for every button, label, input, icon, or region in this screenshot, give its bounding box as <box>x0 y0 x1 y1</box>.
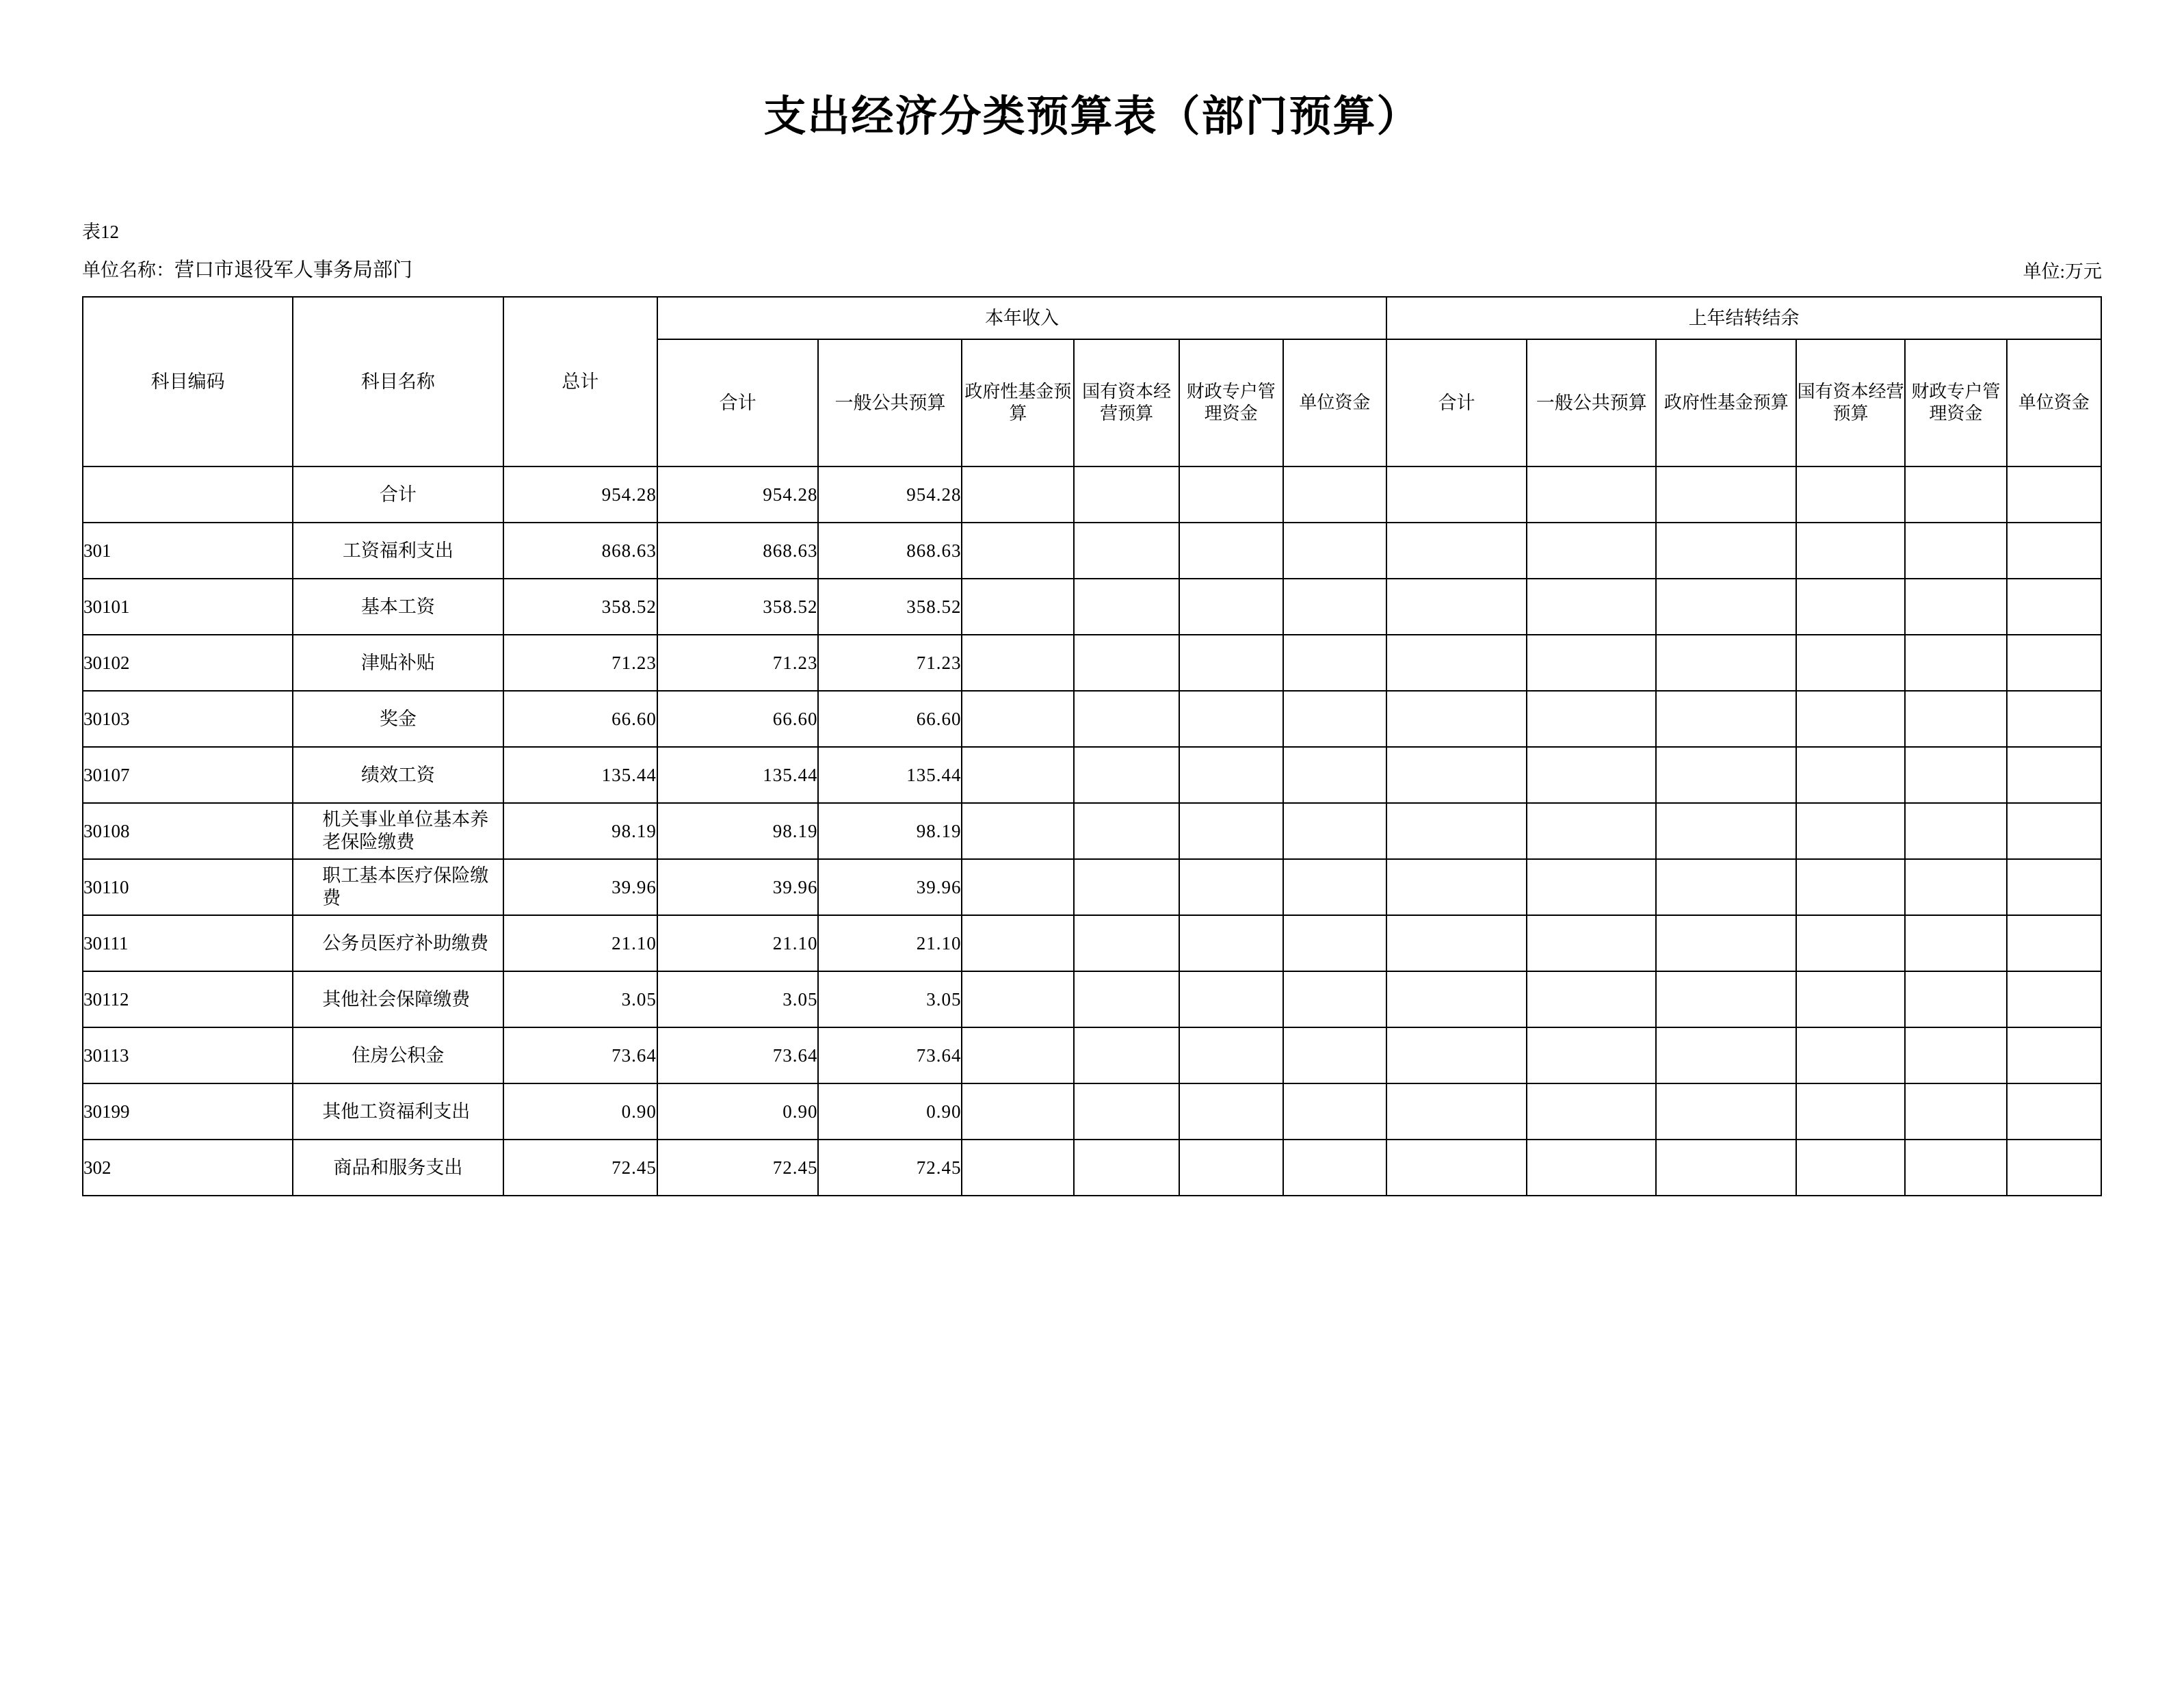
cell-name: 职工基本医疗保险缴费 <box>293 859 503 915</box>
cell-income-unit-fund <box>1283 1083 1387 1140</box>
cell-carry-unit-fund <box>2007 747 2101 803</box>
cell-income-gov-fund <box>962 466 1074 523</box>
cell-carry-unit-fund <box>2007 466 2101 523</box>
cell-carry-soe-capital <box>1796 859 1905 915</box>
group-header-current-year-income: 本年收入 <box>657 297 1386 339</box>
cell-carry-sum <box>1386 747 1527 803</box>
cell-total: 98.19 <box>503 803 657 859</box>
cell-income-gov-fund <box>962 523 1074 579</box>
cell-name: 津贴补贴 <box>293 635 503 691</box>
cell-name: 工资福利支出 <box>293 523 503 579</box>
column-header-carry-gov-fund: 政府性基金预算 <box>1656 339 1796 466</box>
cell-income-general: 868.63 <box>818 523 962 579</box>
cell-carry-unit-fund <box>2007 1027 2101 1083</box>
cell-carry-general <box>1527 1083 1656 1140</box>
cell-income-gov-fund <box>962 635 1074 691</box>
cell-carry-gov-fund <box>1656 971 1796 1027</box>
cell-income-gov-fund <box>962 579 1074 635</box>
cell-carry-general <box>1527 803 1656 859</box>
cell-income-general: 71.23 <box>818 635 962 691</box>
cell-code: 30102 <box>83 635 293 691</box>
cell-code: 30110 <box>83 859 293 915</box>
cell-carry-sum <box>1386 971 1527 1027</box>
cell-carry-special-account <box>1905 915 2007 971</box>
cell-income-soe-capital <box>1074 915 1179 971</box>
cell-income-special-account <box>1179 523 1283 579</box>
cell-carry-unit-fund <box>2007 915 2101 971</box>
cell-income-sum: 73.64 <box>657 1027 819 1083</box>
cell-code: 30101 <box>83 579 293 635</box>
column-header-name: 科目名称 <box>293 297 503 466</box>
cell-income-general: 3.05 <box>818 971 962 1027</box>
cell-name: 基本工资 <box>293 579 503 635</box>
cell-code: 30111 <box>83 915 293 971</box>
cell-income-special-account <box>1179 579 1283 635</box>
cell-name: 其他工资福利支出 <box>293 1083 503 1140</box>
cell-income-sum: 868.63 <box>657 523 819 579</box>
cell-name: 奖金 <box>293 691 503 747</box>
budget-table <box>82 296 2102 1196</box>
table-row <box>83 579 2101 635</box>
cell-income-sum: 954.28 <box>657 466 819 523</box>
cell-carry-special-account <box>1905 971 2007 1027</box>
column-header-carry-general: 一般公共预算 <box>1527 339 1656 466</box>
table-row <box>83 747 2101 803</box>
page-title: 支出经济分类预算表（部门预算） <box>763 94 1421 140</box>
column-header-carry-unit-fund: 单位资金 <box>2007 339 2101 466</box>
cell-income-general: 72.45 <box>818 1140 962 1196</box>
cell-carry-special-account <box>1905 579 2007 635</box>
column-header-income-special-account: 财政专户管理资金 <box>1179 339 1283 466</box>
cell-income-general: 21.10 <box>818 915 962 971</box>
cell-income-gov-fund <box>962 747 1074 803</box>
cell-carry-special-account <box>1905 466 2007 523</box>
cell-income-general: 98.19 <box>818 803 962 859</box>
table-row <box>83 691 2101 747</box>
cell-name: 商品和服务支出 <box>293 1140 503 1196</box>
cell-total: 3.05 <box>503 971 657 1027</box>
cell-name: 公务员医疗补助缴费 <box>293 915 503 971</box>
table-row <box>83 466 2101 523</box>
cell-total: 0.90 <box>503 1083 657 1140</box>
cell-income-sum: 98.19 <box>657 803 819 859</box>
table-row <box>83 635 2101 691</box>
unit-name <box>82 256 412 286</box>
cell-income-gov-fund <box>962 803 1074 859</box>
cell-carry-gov-fund <box>1656 1027 1796 1083</box>
cell-income-sum: 66.60 <box>657 691 819 747</box>
column-header-carry-sum: 合计 <box>1386 339 1527 466</box>
cell-income-unit-fund <box>1283 1027 1387 1083</box>
cell-income-soe-capital <box>1074 747 1179 803</box>
cell-carry-gov-fund <box>1656 466 1796 523</box>
cell-income-soe-capital <box>1074 1083 1179 1140</box>
cell-income-soe-capital <box>1074 466 1179 523</box>
cell-income-unit-fund <box>1283 635 1387 691</box>
column-header-total: 总计 <box>503 297 657 466</box>
table-row <box>83 1027 2101 1083</box>
cell-total: 135.44 <box>503 747 657 803</box>
cell-carry-gov-fund <box>1656 579 1796 635</box>
cell-income-general: 66.60 <box>818 691 962 747</box>
cell-carry-sum <box>1386 915 1527 971</box>
column-header-income-general: 一般公共预算 <box>818 339 962 466</box>
cell-carry-sum <box>1386 859 1527 915</box>
cell-carry-general <box>1527 691 1656 747</box>
cell-carry-soe-capital <box>1796 691 1905 747</box>
cell-income-soe-capital <box>1074 635 1179 691</box>
cell-carry-unit-fund <box>2007 1140 2101 1196</box>
cell-income-soe-capital <box>1074 859 1179 915</box>
cell-income-unit-fund <box>1283 523 1387 579</box>
cell-carry-soe-capital <box>1796 466 1905 523</box>
cell-carry-general <box>1527 466 1656 523</box>
table-head <box>83 297 2101 466</box>
column-header-code: 科目编码 <box>83 297 293 466</box>
cell-income-general: 954.28 <box>818 466 962 523</box>
cell-income-special-account <box>1179 635 1283 691</box>
cell-carry-sum <box>1386 579 1527 635</box>
table-row <box>83 915 2101 971</box>
cell-carry-gov-fund <box>1656 635 1796 691</box>
cell-income-sum: 135.44 <box>657 747 819 803</box>
cell-carry-soe-capital <box>1796 579 1905 635</box>
table-row <box>83 523 2101 579</box>
cell-carry-special-account <box>1905 691 2007 747</box>
cell-income-soe-capital <box>1074 579 1179 635</box>
cell-carry-gov-fund <box>1656 523 1796 579</box>
header-group-row <box>83 297 2101 339</box>
cell-income-soe-capital <box>1074 1140 1179 1196</box>
cell-carry-gov-fund <box>1656 1083 1796 1140</box>
cell-income-special-account <box>1179 1027 1283 1083</box>
cell-income-sum: 21.10 <box>657 915 819 971</box>
cell-code: 30108 <box>83 803 293 859</box>
cell-carry-soe-capital <box>1796 635 1905 691</box>
cell-income-unit-fund <box>1283 691 1387 747</box>
column-header-income-unit-fund: 单位资金 <box>1283 339 1387 466</box>
cell-code: 302 <box>83 1140 293 1196</box>
table-row <box>83 859 2101 915</box>
cell-income-special-account <box>1179 747 1283 803</box>
cell-income-special-account <box>1179 466 1283 523</box>
cell-carry-general <box>1527 915 1656 971</box>
cell-carry-special-account <box>1905 859 2007 915</box>
cell-income-unit-fund <box>1283 579 1387 635</box>
cell-carry-general <box>1527 747 1656 803</box>
cell-carry-sum <box>1386 1083 1527 1140</box>
column-header-carry-special-account: 财政专户管理资金 <box>1905 339 2007 466</box>
unit-name-value: 营口市退役军人事务局部门 <box>174 259 413 281</box>
cell-income-special-account <box>1179 691 1283 747</box>
cell-income-sum: 72.45 <box>657 1140 819 1196</box>
cell-income-unit-fund <box>1283 915 1387 971</box>
cell-income-unit-fund <box>1283 1140 1387 1196</box>
cell-income-sum: 3.05 <box>657 971 819 1027</box>
cell-code: 30199 <box>83 1083 293 1140</box>
table-row <box>83 1083 2101 1140</box>
cell-carry-unit-fund <box>2007 1083 2101 1140</box>
column-header-income-soe-capital: 国有资本经营预算 <box>1074 339 1179 466</box>
cell-total: 358.52 <box>503 579 657 635</box>
cell-income-unit-fund <box>1283 747 1387 803</box>
column-header-income-gov-fund: 政府性基金预算 <box>962 339 1074 466</box>
cell-income-general: 0.90 <box>818 1083 962 1140</box>
cell-income-unit-fund <box>1283 971 1387 1027</box>
cell-code: 30113 <box>83 1027 293 1083</box>
cell-income-soe-capital <box>1074 523 1179 579</box>
table-row <box>83 803 2101 859</box>
cell-carry-general <box>1527 1027 1656 1083</box>
cell-total: 72.45 <box>503 1140 657 1196</box>
group-header-prior-year-carryover: 上年结转结余 <box>1386 297 2101 339</box>
cell-income-unit-fund <box>1283 466 1387 523</box>
cell-carry-soe-capital <box>1796 747 1905 803</box>
cell-carry-gov-fund <box>1656 747 1796 803</box>
cell-carry-general <box>1527 1140 1656 1196</box>
cell-total: 868.63 <box>503 523 657 579</box>
cell-carry-general <box>1527 859 1656 915</box>
cell-income-soe-capital <box>1074 803 1179 859</box>
cell-income-general: 358.52 <box>818 579 962 635</box>
cell-name: 机关事业单位基本养老保险缴费 <box>293 803 503 859</box>
unit-name-label: 单位名称： <box>82 259 174 280</box>
cell-carry-gov-fund <box>1656 691 1796 747</box>
cell-income-sum: 358.52 <box>657 579 819 635</box>
cell-name: 合计 <box>293 466 503 523</box>
table-row <box>83 1140 2101 1196</box>
cell-carry-soe-capital <box>1796 915 1905 971</box>
cell-carry-special-account <box>1905 1140 2007 1196</box>
cell-income-general: 135.44 <box>818 747 962 803</box>
cell-name: 绩效工资 <box>293 747 503 803</box>
cell-income-general: 73.64 <box>818 1027 962 1083</box>
cell-carry-soe-capital <box>1796 1027 1905 1083</box>
cell-income-gov-fund <box>962 1140 1074 1196</box>
cell-carry-gov-fund <box>1656 1140 1796 1196</box>
cell-income-special-account <box>1179 803 1283 859</box>
cell-income-gov-fund <box>962 691 1074 747</box>
cell-income-special-account <box>1179 859 1283 915</box>
cell-income-gov-fund <box>962 915 1074 971</box>
cell-carry-special-account <box>1905 523 2007 579</box>
cell-code <box>83 466 293 523</box>
cell-code: 301 <box>83 523 293 579</box>
cell-income-gov-fund <box>962 1027 1074 1083</box>
cell-code: 30112 <box>83 971 293 1027</box>
cell-carry-special-account <box>1905 635 2007 691</box>
cell-carry-soe-capital <box>1796 971 1905 1027</box>
cell-carry-sum <box>1386 635 1527 691</box>
cell-carry-unit-fund <box>2007 859 2101 915</box>
cell-income-special-account <box>1179 1140 1283 1196</box>
cell-name: 住房公积金 <box>293 1027 503 1083</box>
cell-carry-sum <box>1386 1140 1527 1196</box>
cell-code: 30103 <box>83 691 293 747</box>
cell-income-general: 39.96 <box>818 859 962 915</box>
cell-income-sum: 39.96 <box>657 859 819 915</box>
cell-carry-sum <box>1386 691 1527 747</box>
cell-carry-general <box>1527 635 1656 691</box>
cell-carry-special-account <box>1905 1027 2007 1083</box>
cell-income-gov-fund <box>962 859 1074 915</box>
cell-carry-unit-fund <box>2007 803 2101 859</box>
cell-total: 21.10 <box>503 915 657 971</box>
cell-carry-soe-capital <box>1796 1140 1905 1196</box>
cell-income-special-account <box>1179 915 1283 971</box>
cell-carry-general <box>1527 579 1656 635</box>
cell-carry-gov-fund <box>1656 915 1796 971</box>
cell-carry-special-account <box>1905 803 2007 859</box>
cell-carry-special-account <box>1905 1083 2007 1140</box>
cell-name: 其他社会保障缴费 <box>293 971 503 1027</box>
cell-carry-sum <box>1386 803 1527 859</box>
amount-unit: 单位:万元 <box>2023 261 2102 282</box>
cell-income-soe-capital <box>1074 971 1179 1027</box>
cell-carry-unit-fund <box>2007 635 2101 691</box>
cell-carry-unit-fund <box>2007 691 2101 747</box>
cell-carry-sum <box>1386 1027 1527 1083</box>
cell-total: 73.64 <box>503 1027 657 1083</box>
meta-row <box>82 256 2102 286</box>
column-header-income-sum: 合计 <box>657 339 819 466</box>
cell-income-gov-fund <box>962 1083 1074 1140</box>
cell-carry-general <box>1527 523 1656 579</box>
column-header-carry-soe-capital: 国有资本经营预算 <box>1796 339 1905 466</box>
cell-total: 71.23 <box>503 635 657 691</box>
cell-carry-gov-fund <box>1656 803 1796 859</box>
cell-income-soe-capital <box>1074 1027 1179 1083</box>
table-body <box>83 466 2101 1196</box>
cell-carry-special-account <box>1905 747 2007 803</box>
cell-total: 39.96 <box>503 859 657 915</box>
cell-carry-sum <box>1386 523 1527 579</box>
cell-carry-unit-fund <box>2007 523 2101 579</box>
meta-block <box>0 218 2184 285</box>
cell-total: 954.28 <box>503 466 657 523</box>
cell-income-soe-capital <box>1074 691 1179 747</box>
cell-income-sum: 0.90 <box>657 1083 819 1140</box>
table-row <box>83 971 2101 1027</box>
budget-table-wrap <box>0 296 2184 1196</box>
cell-income-unit-fund <box>1283 859 1387 915</box>
cell-income-unit-fund <box>1283 803 1387 859</box>
cell-carry-gov-fund <box>1656 859 1796 915</box>
cell-carry-soe-capital <box>1796 1083 1905 1140</box>
table-number: 表12 <box>82 222 119 242</box>
cell-income-gov-fund <box>962 971 1074 1027</box>
cell-carry-soe-capital <box>1796 803 1905 859</box>
cell-total: 66.60 <box>503 691 657 747</box>
cell-carry-soe-capital <box>1796 523 1905 579</box>
cell-code: 30107 <box>83 747 293 803</box>
cell-carry-general <box>1527 971 1656 1027</box>
cell-carry-unit-fund <box>2007 579 2101 635</box>
cell-income-sum: 71.23 <box>657 635 819 691</box>
cell-income-special-account <box>1179 1083 1283 1140</box>
cell-income-special-account <box>1179 971 1283 1027</box>
cell-carry-unit-fund <box>2007 971 2101 1027</box>
cell-carry-sum <box>1386 466 1527 523</box>
